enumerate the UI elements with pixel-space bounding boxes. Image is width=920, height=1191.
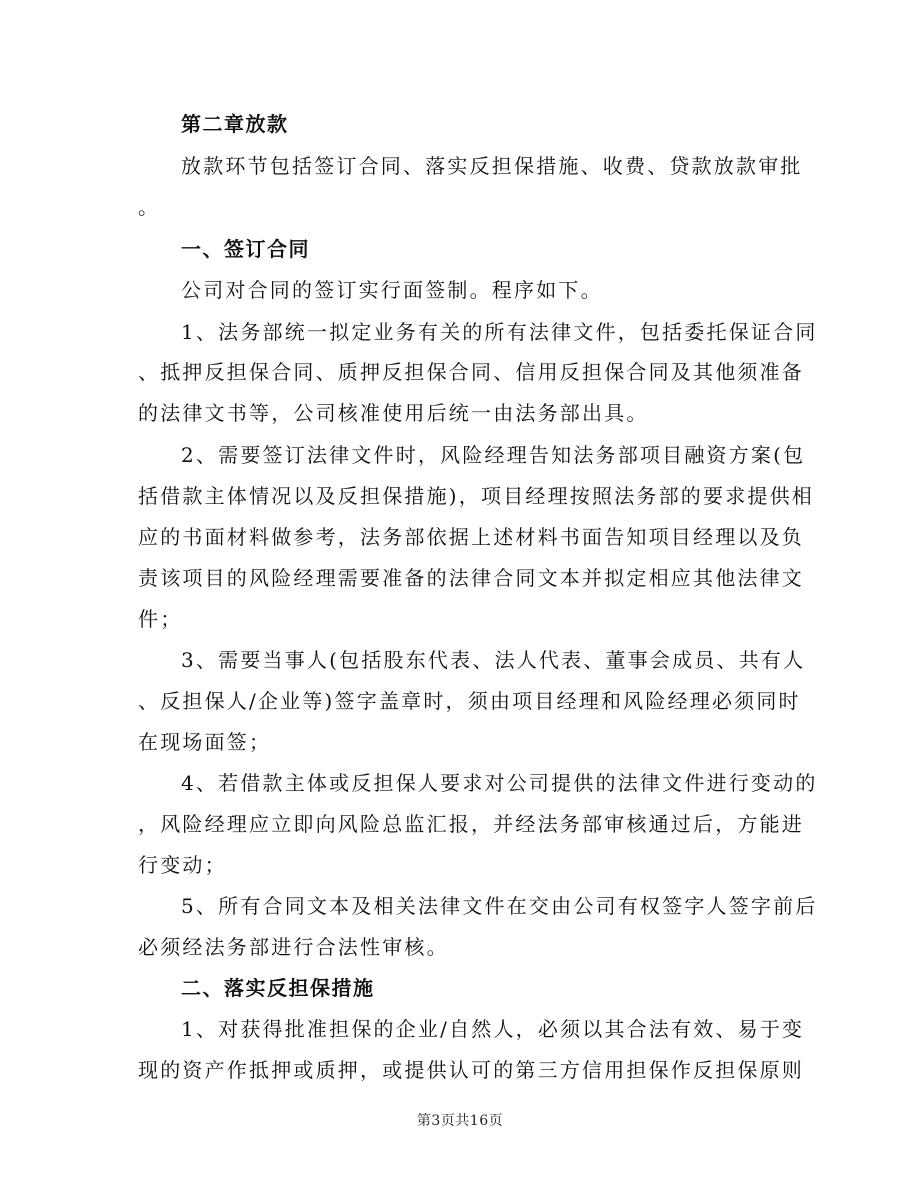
paragraph-line: 现的资产作抵押或质押，或提供认可的第三方信用担保作反担保原则 bbox=[138, 1058, 804, 1082]
paragraph-line: 、抵押反担保合同、质押反担保合同、信用反担保合同及其他须准备 bbox=[138, 360, 804, 384]
paragraph-line: 件； bbox=[138, 607, 183, 631]
paragraph-line: 行变动； bbox=[138, 853, 227, 877]
paragraph-line: 4、若借款主体或反担保人要求对公司提供的法律文件进行变动的 bbox=[181, 771, 818, 795]
paragraph-line: 公司对合同的签订实行面签制。程序如下。 bbox=[181, 278, 603, 302]
paragraph-line: 在现场面签； bbox=[138, 730, 272, 754]
paragraph-line: 、反担保人/企业等)签字盖章时，须由项目经理和风险经理必须同时 bbox=[138, 689, 801, 713]
section-heading: 一、签订合同 bbox=[181, 237, 310, 261]
paragraph-line: ，风险经理应立即向风险总监汇报，并经法务部审核通过后，方能进 bbox=[138, 812, 804, 836]
paragraph-line: 括借款主体情况以及反担保措施)，项目经理按照法务部的要求提供相 bbox=[138, 484, 815, 508]
paragraph-line: 1、对获得批准担保的企业/自然人，必须以其合法有效、易于变 bbox=[181, 1017, 805, 1041]
page-number: 第3页共16页 bbox=[416, 1113, 504, 1129]
paragraph-line: 2、需要签订法律文件时，风险经理告知法务部项目融资方案(包 bbox=[181, 443, 806, 467]
paragraph-line: 责该项目的风险经理需要准备的法律合同文本并拟定相应其他法律文 bbox=[138, 566, 804, 590]
paragraph-line: 5、所有合同文本及相关法律文件在交由公司有权签字人签字前后 bbox=[181, 894, 818, 918]
paragraph-line: 。 bbox=[138, 195, 161, 219]
section-heading: 二、落实反担保措施 bbox=[181, 976, 375, 1000]
chapter-heading: 第二章放款 bbox=[181, 112, 289, 136]
paragraph-line: 3、需要当事人(包括股东代表、法人代表、董事会成员、共有人 bbox=[181, 648, 806, 672]
paragraph-line: 应的书面材料做参考，法务部依据上述材料书面告知项目经理以及负 bbox=[138, 525, 804, 549]
paragraph-line: 1、法务部统一拟定业务有关的所有法律文件，包括委托保证合同 bbox=[181, 320, 818, 344]
paragraph-line: 的法律文书等，公司核准使用后统一由法务部出具。 bbox=[138, 401, 649, 425]
paragraph-line: 放款环节包括签订合同、落实反担保措施、收费、贷款放款审批 bbox=[181, 154, 803, 178]
paragraph-line: 必须经法务部进行合法性审核。 bbox=[138, 935, 449, 959]
